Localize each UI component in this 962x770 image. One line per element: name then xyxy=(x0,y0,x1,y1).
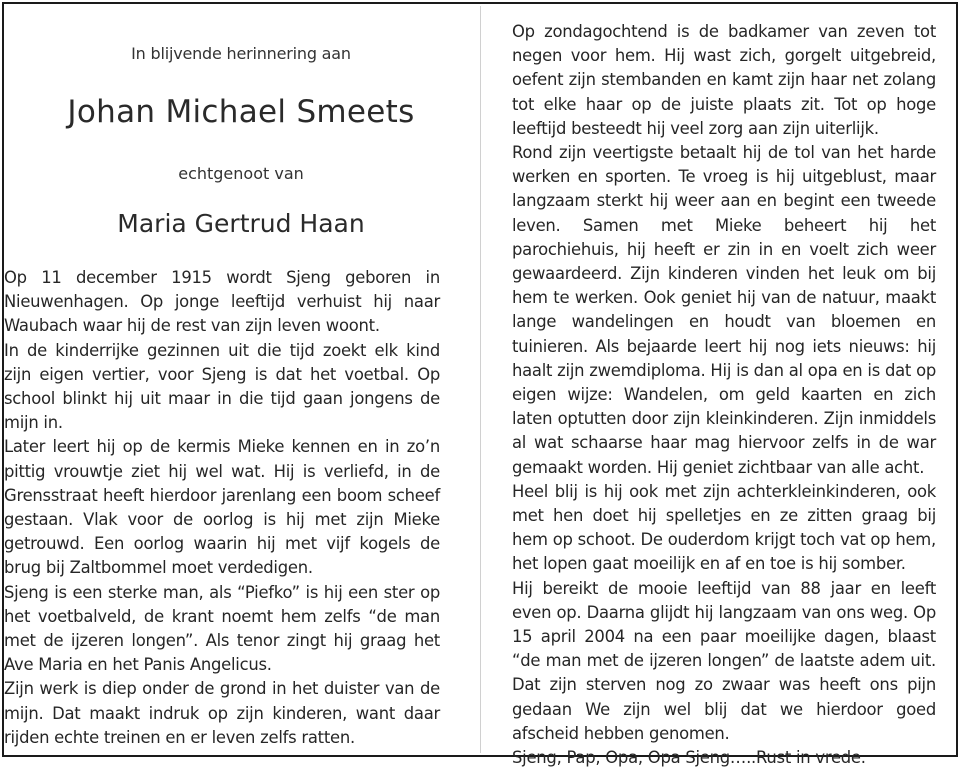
paragraph: Op zondagochtend is de badkamer van zeven tot negen voor hem. Hij wast zich, gorgelt uitgebreid, oefent zijn stembanden en kamt zijn haar net zolang tot elke haar op de juiste plaats zit. Tot op hoge leeftijd besteedt hij veel zorg aan zijn uiterlijk. xyxy=(512,22,936,138)
paragraph: In de kinderrijke gezinnen uit die tijd zoekt elk kind zijn eigen vertier, voor Sjeng is dat het voetbal. Op school blinkt hij uit maar in die tijd gaan jongens de mijn in. xyxy=(4,340,440,433)
spouse-label: echtgenoot van xyxy=(178,164,304,183)
deceased-name: Johan Michael Smeets xyxy=(67,94,415,130)
right-page xyxy=(482,4,956,768)
paragraph: Sjeng is een sterke man, als “Piefko” is hij een ster op het voetbalveld, de krant noemt hem zelfs “de man met de ijzeren longen”. Als tenor zingt hij graag het Ave Maria en het Panis Angelicus. xyxy=(4,582,440,675)
left-text-block xyxy=(4,266,440,750)
paragraph: Rond zijn veertigste betaalt hij de tol van het harde werken en sporten. Te vroeg is hij uitgeblust, maar langzaam sterkt hij weer aan en begint een tweede leven. Samen met Mieke beheert hij het parochiehuis, hij heeft er zin in en voelt zich weer gewaardeerd. Zijn kinderen vinden het leuk om bij hem te werken. Ook geniet hij van de natuur, maakt lange wandelingen en houdt van bloemen en tuinieren. Als bejaarde leert hij nog iets nieuws: hij haalt zijn zwemdiploma. Hij is dan al opa en is dat op eigen wijze: Wandelen, om geld kaarten en zich laten optutten door zijn kleinkinderen. Zijn inmiddels al wat schaarse haar mag hiervoor zelfs in de war gemaakt worden. Hij geniet zichtbaar van alle acht. xyxy=(512,143,936,477)
closing-line: Sjeng, Pap, Opa, Opa Sjeng…..Rust in vrede. xyxy=(512,748,866,768)
page-fold-divider xyxy=(480,6,481,753)
spouse-name: Maria Gertrud Haan xyxy=(117,209,365,238)
left-page xyxy=(4,4,478,755)
paragraph: Op 11 december 1915 wordt Sjeng geboren in Nieuwenhagen. Op jonge leeftijd verhuist hij naar Waubach waar hij de rest van zijn leven woont. xyxy=(4,268,440,336)
paragraph: Later leert hij op de kermis Mieke kennen en in zo’n pittig vrouwtje ziet hij wel wat. Hij is verliefd, in de Grensstraat heeft hierdoor jarenlang een boom scheef gestaan. Vlak voor de oorlog is hij met zijn Mieke getrouwd. Een oorlog waarin hij met vijf kogels de brug bij Zaltbommel moet verdedigen. xyxy=(4,437,440,578)
paragraph: Zijn werk is diep onder de grond in het duister van de mijn. Dat maakt indruk op zijn kinderen, want daar rijden echte treinen en er leven zelfs ratten. xyxy=(4,679,440,747)
paragraph: Hij bereikt de mooie leeftijd van 88 jaar en leeft even op. Daarna glijdt hij langzaam van ons weg. Op 15 april 2004 na een paar moeilijke dagen, blaast “de man met de ijzeren longen” de laatste adem uit. Dat zijn sterven nog zo zwaar was heeft ons pijn gedaan We zijn wel blij dat we hierdoor goed afscheid hebben genomen. xyxy=(512,578,936,743)
memorial-intro: In blijvende herinnering aan xyxy=(131,44,351,63)
right-text-block xyxy=(512,20,936,770)
paragraph: Heel blij is hij ook met zijn achterkleinkinderen, ook met hen doet hij spelletjes en ze zitten graag bij hem op schoot. De ouderdom krijgt toch vat op hem, het lopen gaat moeilijk en af en toe is hij somber. xyxy=(512,481,936,574)
